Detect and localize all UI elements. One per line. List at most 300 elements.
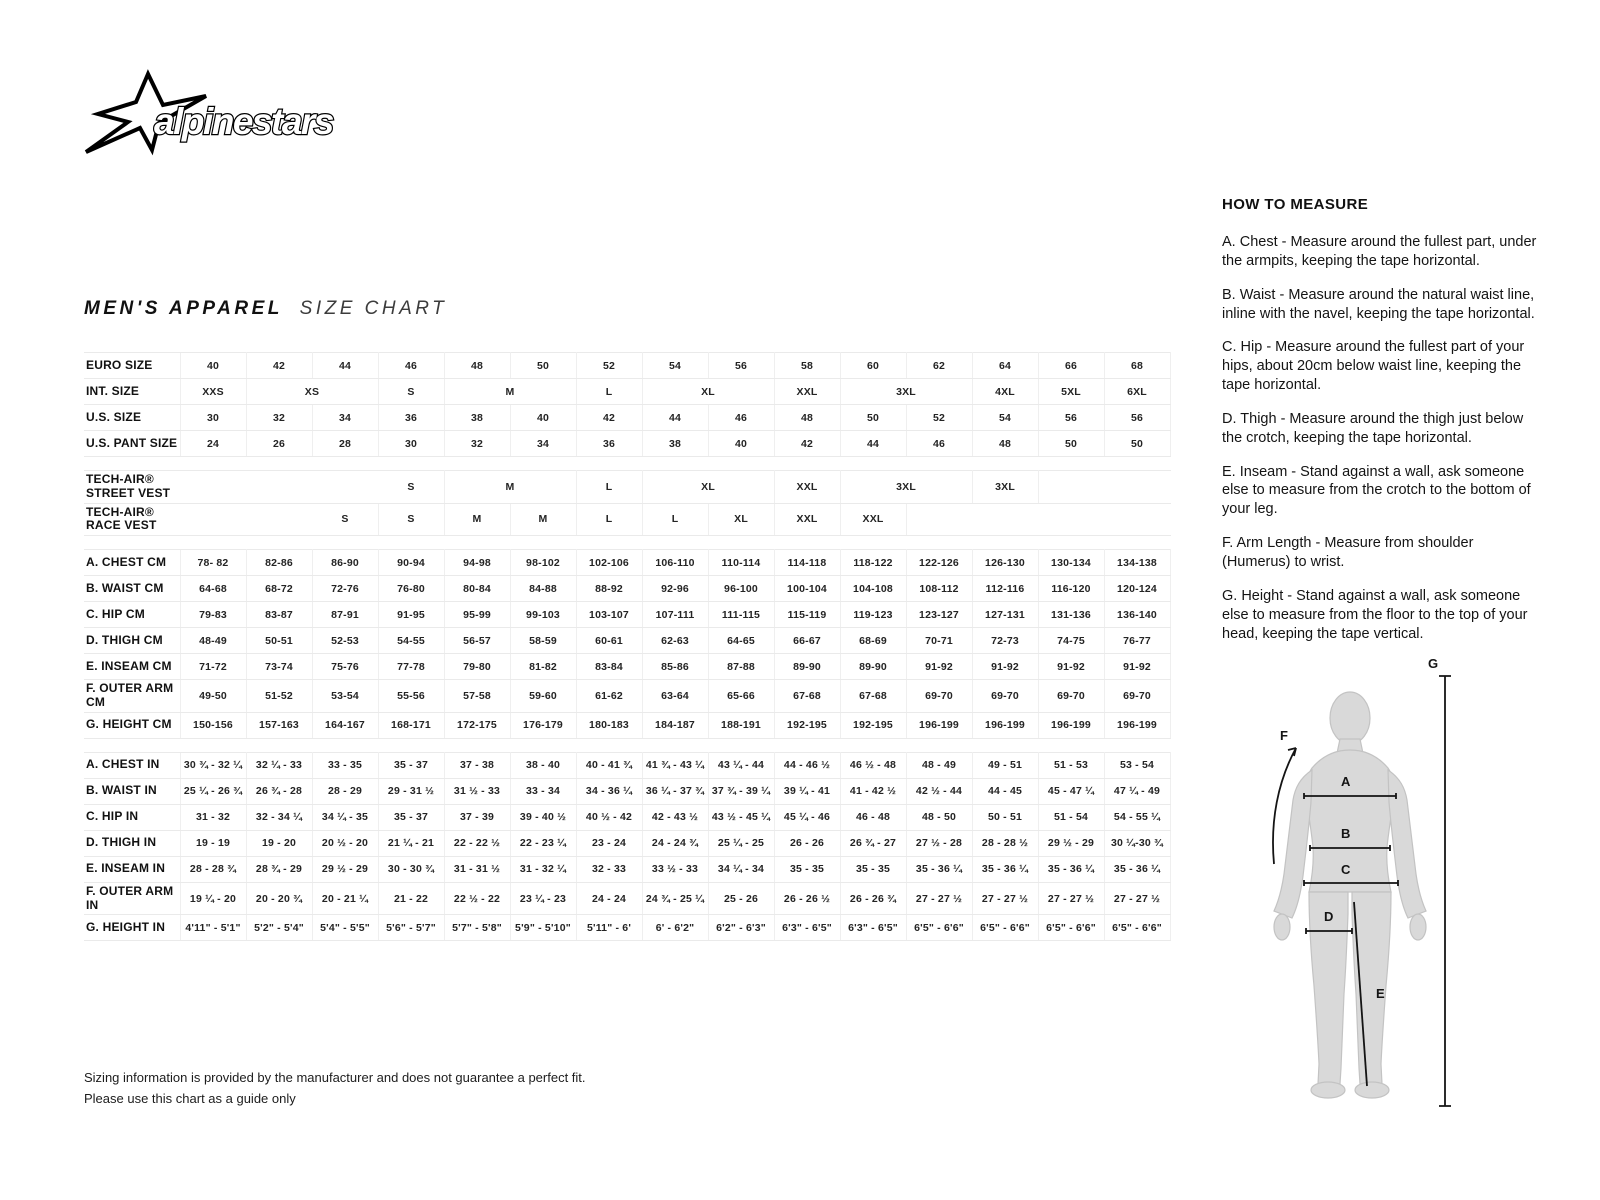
figure-label-a: A — [1341, 774, 1351, 789]
size-cell: 42 ½ - 44 — [906, 778, 972, 804]
size-cell: 50-51 — [246, 628, 312, 654]
size-cell: M — [444, 503, 510, 536]
size-cell: 52 — [576, 353, 642, 379]
size-cell: 35 - 37 — [378, 804, 444, 830]
size-cell: 136-140 — [1104, 602, 1170, 628]
size-cell: 91-92 — [972, 654, 1038, 680]
size-cell: 26 - 26 ¾ — [840, 882, 906, 915]
size-cell: 5'6" - 5'7" — [378, 915, 444, 941]
size-cell: 46 - 48 — [840, 804, 906, 830]
row-label: TECH-AIR® RACE VEST — [84, 503, 180, 536]
size-cell: 3XL — [972, 471, 1038, 504]
logo-text: alpinestars — [154, 101, 333, 142]
size-cell: 21 - 22 — [378, 882, 444, 915]
size-cell: 37 - 38 — [444, 752, 510, 778]
size-cell: 30 — [378, 431, 444, 457]
size-cell: 34 ¼ - 35 — [312, 804, 378, 830]
size-cell: 26 ¾ - 28 — [246, 778, 312, 804]
row-label: U.S. PANT SIZE — [84, 431, 180, 457]
size-cell: 28 - 29 — [312, 778, 378, 804]
size-cell: 56 — [1038, 405, 1104, 431]
size-cell: 37 ¾ - 39 ¼ — [708, 778, 774, 804]
size-cell: 50 - 51 — [972, 804, 1038, 830]
size-cell: 32 ¼ - 33 — [246, 752, 312, 778]
figure-label-d: D — [1324, 909, 1334, 924]
size-cell: 5'7" - 5'8" — [444, 915, 510, 941]
size-cell: 53-54 — [312, 680, 378, 713]
size-cell: 196-199 — [1038, 712, 1104, 738]
size-cell: 26 ¾ - 27 — [840, 830, 906, 856]
size-cell: 23 - 24 — [576, 830, 642, 856]
size-cell: 127-131 — [972, 602, 1038, 628]
size-cell: 36 — [576, 431, 642, 457]
size-cell: 64 — [972, 353, 1038, 379]
size-cell: 72-76 — [312, 576, 378, 602]
size-cell: 150-156 — [180, 712, 246, 738]
row-label: E. INSEAM IN — [84, 856, 180, 882]
size-cell: 21 ¼ - 21 — [378, 830, 444, 856]
size-cell: 43 ¼ - 44 — [708, 752, 774, 778]
size-cell: 25 - 26 — [708, 882, 774, 915]
table-row — [84, 882, 1170, 915]
size-cell: XXL — [840, 503, 906, 536]
size-cell: 45 - 47 ¼ — [1038, 778, 1104, 804]
size-cell: 99-103 — [510, 602, 576, 628]
size-cell: XXL — [774, 471, 840, 504]
size-cell: 64-65 — [708, 628, 774, 654]
measure-instruction: D. Thigh - Measure around the thigh just below the crotch, keeping the tape horizontal. — [1222, 410, 1524, 446]
size-cell: 80-84 — [444, 576, 510, 602]
measure-instruction: A. Chest - Measure around the fullest part, under the armpits, keeping the tape horizontal. — [1222, 234, 1537, 269]
size-cell: 51 - 53 — [1038, 752, 1104, 778]
row-label: A. CHEST IN — [84, 752, 180, 778]
page-title-main: MEN'S APPAREL — [84, 298, 283, 319]
size-cell: 89-90 — [774, 654, 840, 680]
size-cell: 37 - 39 — [444, 804, 510, 830]
size-cell: 5XL — [1038, 379, 1104, 405]
measure-instruction: G. Height - Stand against a wall, ask someone else to measure from the floor to the top of your head, keeping the tape vertical. — [1222, 587, 1528, 642]
size-cell: 122-126 — [906, 550, 972, 576]
size-cell: 39 - 40 ½ — [510, 804, 576, 830]
size-cell: 27 - 27 ½ — [1104, 882, 1170, 915]
size-cell: 36 ¼ - 37 ¾ — [642, 778, 708, 804]
size-cell: 47 ¼ - 49 — [1104, 778, 1170, 804]
size-cell: 89-90 — [840, 654, 906, 680]
size-cell: 62-63 — [642, 628, 708, 654]
size-cell: 52 — [906, 405, 972, 431]
size-cell: 48 — [444, 353, 510, 379]
size-cell: 32 — [246, 405, 312, 431]
size-cell: 32 - 33 — [576, 856, 642, 882]
size-cell: 58-59 — [510, 628, 576, 654]
size-cell: 111-115 — [708, 602, 774, 628]
size-cell: 66 — [1038, 353, 1104, 379]
size-cell: 28 ¾ - 29 — [246, 856, 312, 882]
size-cell: 77-78 — [378, 654, 444, 680]
size-table-vests — [84, 470, 1171, 536]
row-label: INT. SIZE — [84, 379, 180, 405]
measure-instruction: F. Arm Length - Measure from shoulder (Humerus) to wrist. — [1222, 535, 1474, 570]
size-cell: 30 — [180, 405, 246, 431]
size-cell: 22 - 22 ½ — [444, 830, 510, 856]
size-cell: 71-72 — [180, 654, 246, 680]
size-cell: 50 — [840, 405, 906, 431]
size-cell: 84-88 — [510, 576, 576, 602]
table-row — [84, 379, 1170, 405]
size-cell: 115-119 — [774, 602, 840, 628]
size-cell: 39 ¼ - 41 — [774, 778, 840, 804]
size-cell: 42 - 43 ½ — [642, 804, 708, 830]
alpinestars-logo — [82, 68, 352, 165]
size-cell: 118-122 — [840, 550, 906, 576]
size-cell: 62 — [906, 353, 972, 379]
size-cell: 56 — [708, 353, 774, 379]
figure-label-g: G — [1428, 656, 1439, 671]
size-cell: 26 - 26 ½ — [774, 882, 840, 915]
size-cell: 38 - 40 — [510, 752, 576, 778]
table-row — [84, 353, 1170, 379]
table-row — [84, 628, 1170, 654]
size-cell: 75-76 — [312, 654, 378, 680]
row-label: B. WAIST IN — [84, 778, 180, 804]
size-cell: 54 — [972, 405, 1038, 431]
empty-cell — [180, 503, 312, 536]
size-cell: 69-70 — [1104, 680, 1170, 713]
size-cell: M — [444, 471, 576, 504]
size-cell: 43 ½ - 45 ¼ — [708, 804, 774, 830]
table-row — [84, 915, 1170, 941]
row-label: U.S. SIZE — [84, 405, 180, 431]
table-row — [84, 804, 1170, 830]
size-cell: 32 - 34 ¼ — [246, 804, 312, 830]
size-cell: 40 - 41 ¾ — [576, 752, 642, 778]
size-cell: 20 - 21 ¼ — [312, 882, 378, 915]
size-cell: 81-82 — [510, 654, 576, 680]
size-cell: 63-64 — [642, 680, 708, 713]
size-cell: S — [378, 471, 444, 504]
size-cell: 65-66 — [708, 680, 774, 713]
size-cell: 70-71 — [906, 628, 972, 654]
size-cell: 53 - 54 — [1104, 752, 1170, 778]
size-cell: 67-68 — [840, 680, 906, 713]
size-cell: 69-70 — [906, 680, 972, 713]
size-cell: 164-167 — [312, 712, 378, 738]
size-cell: 78- 82 — [180, 550, 246, 576]
disclaimer-line-1: Sizing information is provided by the manufacturer and does not guarantee a perfect fit. — [84, 1070, 586, 1085]
size-cell: 106-110 — [642, 550, 708, 576]
size-cell: 172-175 — [444, 712, 510, 738]
table-row — [84, 576, 1170, 602]
size-cell: 192-195 — [774, 712, 840, 738]
size-cell: 40 — [510, 405, 576, 431]
size-cell: 6'5" - 6'6" — [1104, 915, 1170, 941]
size-cell: 69-70 — [972, 680, 1038, 713]
size-cell: 94-98 — [444, 550, 510, 576]
size-cell: 35 - 36 ¼ — [906, 856, 972, 882]
size-cell: 61-62 — [576, 680, 642, 713]
row-label: F. OUTER ARM CM — [84, 680, 180, 713]
size-cell: 119-123 — [840, 602, 906, 628]
row-label: C. HIP CM — [84, 602, 180, 628]
row-label: D. THIGH CM — [84, 628, 180, 654]
size-cell: 50 — [1038, 431, 1104, 457]
size-cell: M — [444, 379, 576, 405]
size-cell: 41 ¾ - 43 ¼ — [642, 752, 708, 778]
size-cell: 42 — [576, 405, 642, 431]
size-cell: 33 - 35 — [312, 752, 378, 778]
size-cell: XXL — [774, 379, 840, 405]
disclaimer — [84, 1068, 586, 1110]
table-row — [84, 431, 1170, 457]
table-row — [84, 752, 1170, 778]
size-cell: 56 — [1104, 405, 1170, 431]
size-cell: 69-70 — [1038, 680, 1104, 713]
size-cell: 4'11" - 5'1" — [180, 915, 246, 941]
size-cell: 76-77 — [1104, 628, 1170, 654]
size-cell: 5'2" - 5'4" — [246, 915, 312, 941]
size-cell: 6XL — [1104, 379, 1170, 405]
size-cell: 33 ½ - 33 — [642, 856, 708, 882]
disclaimer-line-2: Please use this chart as a guide only — [84, 1090, 296, 1106]
size-cell: 44 — [642, 405, 708, 431]
table-row — [84, 712, 1170, 738]
table-row — [84, 830, 1170, 856]
size-cell: 6'5" - 6'6" — [906, 915, 972, 941]
size-cell: 35 - 35 — [840, 856, 906, 882]
size-cell: 196-199 — [972, 712, 1038, 738]
size-cell: 48 — [972, 431, 1038, 457]
size-cell: 90-94 — [378, 550, 444, 576]
size-cell: 60-61 — [576, 628, 642, 654]
table-row — [84, 471, 1170, 504]
size-cell: 5'4" - 5'5" — [312, 915, 378, 941]
size-cell: 5'9" - 5'10" — [510, 915, 576, 941]
size-tables — [84, 352, 1170, 954]
size-cell: 100-104 — [774, 576, 840, 602]
size-cell: 87-91 — [312, 602, 378, 628]
row-label: D. THIGH IN — [84, 830, 180, 856]
size-cell: 73-74 — [246, 654, 312, 680]
size-cell: 40 ½ - 42 — [576, 804, 642, 830]
size-cell: 54 - 55 ¼ — [1104, 804, 1170, 830]
table-row — [84, 550, 1170, 576]
size-cell: 56-57 — [444, 628, 510, 654]
size-cell: 57-58 — [444, 680, 510, 713]
size-cell: 91-92 — [1038, 654, 1104, 680]
size-cell: 38 — [444, 405, 510, 431]
size-cell: 48 - 50 — [906, 804, 972, 830]
size-cell: 44 — [840, 431, 906, 457]
size-cell: 20 - 20 ¾ — [246, 882, 312, 915]
size-cell: 31 - 32 — [180, 804, 246, 830]
size-cell: XL — [708, 503, 774, 536]
size-cell: 184-187 — [642, 712, 708, 738]
empty-cell — [906, 503, 1170, 536]
size-cell: 68 — [1104, 353, 1170, 379]
size-cell: 104-108 — [840, 576, 906, 602]
size-cell: 36 — [378, 405, 444, 431]
body-silhouette-icon — [1240, 636, 1470, 1116]
size-cell: 23 ¼ - 23 — [510, 882, 576, 915]
size-cell: 6' - 6'2" — [642, 915, 708, 941]
size-cell: 110-114 — [708, 550, 774, 576]
size-cell: 83-87 — [246, 602, 312, 628]
size-cell: 45 ¼ - 46 — [774, 804, 840, 830]
size-cell: 19 - 20 — [246, 830, 312, 856]
table-row — [84, 405, 1170, 431]
empty-cell — [1038, 471, 1170, 504]
size-cell: 103-107 — [576, 602, 642, 628]
size-cell: 46 ½ - 48 — [840, 752, 906, 778]
size-cell: 79-83 — [180, 602, 246, 628]
size-cell: 6'5" - 6'6" — [972, 915, 1038, 941]
size-cell: 82-86 — [246, 550, 312, 576]
size-cell: 130-134 — [1038, 550, 1104, 576]
size-cell: 46 — [906, 431, 972, 457]
size-cell: 24 - 24 — [576, 882, 642, 915]
size-cell: 112-116 — [972, 576, 1038, 602]
size-cell: 30 - 30 ¾ — [378, 856, 444, 882]
size-cell: 85-86 — [642, 654, 708, 680]
figure-label-f: F — [1280, 728, 1288, 743]
size-cell: 34 — [312, 405, 378, 431]
size-cell: 48 - 49 — [906, 752, 972, 778]
size-cell: 91-95 — [378, 602, 444, 628]
size-cell: XS — [246, 379, 378, 405]
size-cell: 22 ½ - 22 — [444, 882, 510, 915]
size-cell: 76-80 — [378, 576, 444, 602]
size-cell: M — [510, 503, 576, 536]
size-cell: 46 — [378, 353, 444, 379]
size-cell: 48 — [774, 405, 840, 431]
size-cell: 67-68 — [774, 680, 840, 713]
size-cell: 50 — [510, 353, 576, 379]
size-cell: 192-195 — [840, 712, 906, 738]
size-cell: 34 ¼ - 34 — [708, 856, 774, 882]
size-cell: 59-60 — [510, 680, 576, 713]
figure-label-b: B — [1341, 826, 1351, 841]
row-label: C. HIP IN — [84, 804, 180, 830]
row-label: G. HEIGHT IN — [84, 915, 180, 941]
size-cell: L — [576, 503, 642, 536]
size-cell: 27 - 27 ½ — [1038, 882, 1104, 915]
size-cell: 79-80 — [444, 654, 510, 680]
size-cell: 134-138 — [1104, 550, 1170, 576]
size-cell: L — [576, 379, 642, 405]
size-cell: 58 — [774, 353, 840, 379]
size-cell: 54 — [642, 353, 708, 379]
size-cell: XL — [642, 379, 774, 405]
size-cell: 40 — [708, 431, 774, 457]
height-measure-line — [1439, 676, 1451, 1106]
size-cell: 31 - 32 ¼ — [510, 856, 576, 882]
row-label: B. WAIST CM — [84, 576, 180, 602]
size-cell: 91-92 — [906, 654, 972, 680]
size-cell: 51 - 54 — [1038, 804, 1104, 830]
size-cell: 42 — [246, 353, 312, 379]
size-cell: 44 - 46 ½ — [774, 752, 840, 778]
size-cell: XXL — [774, 503, 840, 536]
how-to-measure-title: HOW TO MEASURE — [1222, 196, 1369, 213]
size-cell: 116-120 — [1038, 576, 1104, 602]
size-cell: 30 ¾ - 32 ¼ — [180, 752, 246, 778]
size-cell: 131-136 — [1038, 602, 1104, 628]
size-cell: 50 — [1104, 431, 1170, 457]
row-label: F. OUTER ARM IN — [84, 882, 180, 915]
size-cell: XXS — [180, 379, 246, 405]
size-cell: 19 ¼ - 20 — [180, 882, 246, 915]
measurement-figure — [1240, 636, 1470, 1116]
table-row — [84, 602, 1170, 628]
size-cell: 102-106 — [576, 550, 642, 576]
size-cell: 107-111 — [642, 602, 708, 628]
size-cell: 6'2" - 6'3" — [708, 915, 774, 941]
size-cell: 5'11" - 6' — [576, 915, 642, 941]
table-row — [84, 856, 1170, 882]
table-row — [84, 503, 1170, 536]
size-cell: 30 ¼-30 ¾ — [1104, 830, 1170, 856]
size-cell: 49 - 51 — [972, 752, 1038, 778]
measure-instruction: C. Hip - Measure around the fullest part of your hips, about 20cm below waist line, keeping the tape horizontal. — [1222, 339, 1525, 394]
size-cell: 28 — [312, 431, 378, 457]
size-cell: S — [378, 503, 444, 536]
size-cell: 51-52 — [246, 680, 312, 713]
size-cell: 25 ¼ - 25 — [708, 830, 774, 856]
size-cell: 29 ½ - 29 — [312, 856, 378, 882]
size-cell: L — [642, 503, 708, 536]
size-cell: 27 ½ - 28 — [906, 830, 972, 856]
empty-cell — [180, 471, 378, 504]
size-cell: 27 - 27 ½ — [906, 882, 972, 915]
size-cell: 22 - 23 ¼ — [510, 830, 576, 856]
measure-instruction: B. Waist - Measure around the natural waist line, inline with the navel, keeping the tape horizontal. — [1222, 286, 1535, 322]
row-label: TECH-AIR® STREET VEST — [84, 471, 180, 504]
size-cell: 114-118 — [774, 550, 840, 576]
size-cell: 120-124 — [1104, 576, 1170, 602]
size-cell: 24 — [180, 431, 246, 457]
size-cell: 44 — [312, 353, 378, 379]
size-cell: 176-179 — [510, 712, 576, 738]
size-cell: 25 ¼ - 26 ¾ — [180, 778, 246, 804]
size-cell: 41 - 42 ½ — [840, 778, 906, 804]
size-cell: 196-199 — [906, 712, 972, 738]
size-cell: 49-50 — [180, 680, 246, 713]
size-cell: 35 - 36 ¼ — [972, 856, 1038, 882]
how-to-measure-list — [1222, 233, 1538, 643]
size-cell: 35 - 37 — [378, 752, 444, 778]
size-cell: 24 ¾ - 25 ¼ — [642, 882, 708, 915]
size-cell: 52-53 — [312, 628, 378, 654]
size-cell: 40 — [180, 353, 246, 379]
size-cell: 108-112 — [906, 576, 972, 602]
size-cell: 95-99 — [444, 602, 510, 628]
size-cell: 34 — [510, 431, 576, 457]
size-cell: 26 — [246, 431, 312, 457]
size-cell: 35 - 35 — [774, 856, 840, 882]
size-cell: 68-69 — [840, 628, 906, 654]
size-cell: 6'3" - 6'5" — [840, 915, 906, 941]
size-cell: 83-84 — [576, 654, 642, 680]
size-cell: 72-73 — [972, 628, 1038, 654]
size-cell: 68-72 — [246, 576, 312, 602]
size-cell: 31 - 31 ½ — [444, 856, 510, 882]
size-cell: 6'5" - 6'6" — [1038, 915, 1104, 941]
figure-label-e: E — [1376, 986, 1385, 1001]
size-cell: XL — [642, 471, 774, 504]
table-row — [84, 778, 1170, 804]
size-cell: 26 - 26 — [774, 830, 840, 856]
row-label: G. HEIGHT CM — [84, 712, 180, 738]
